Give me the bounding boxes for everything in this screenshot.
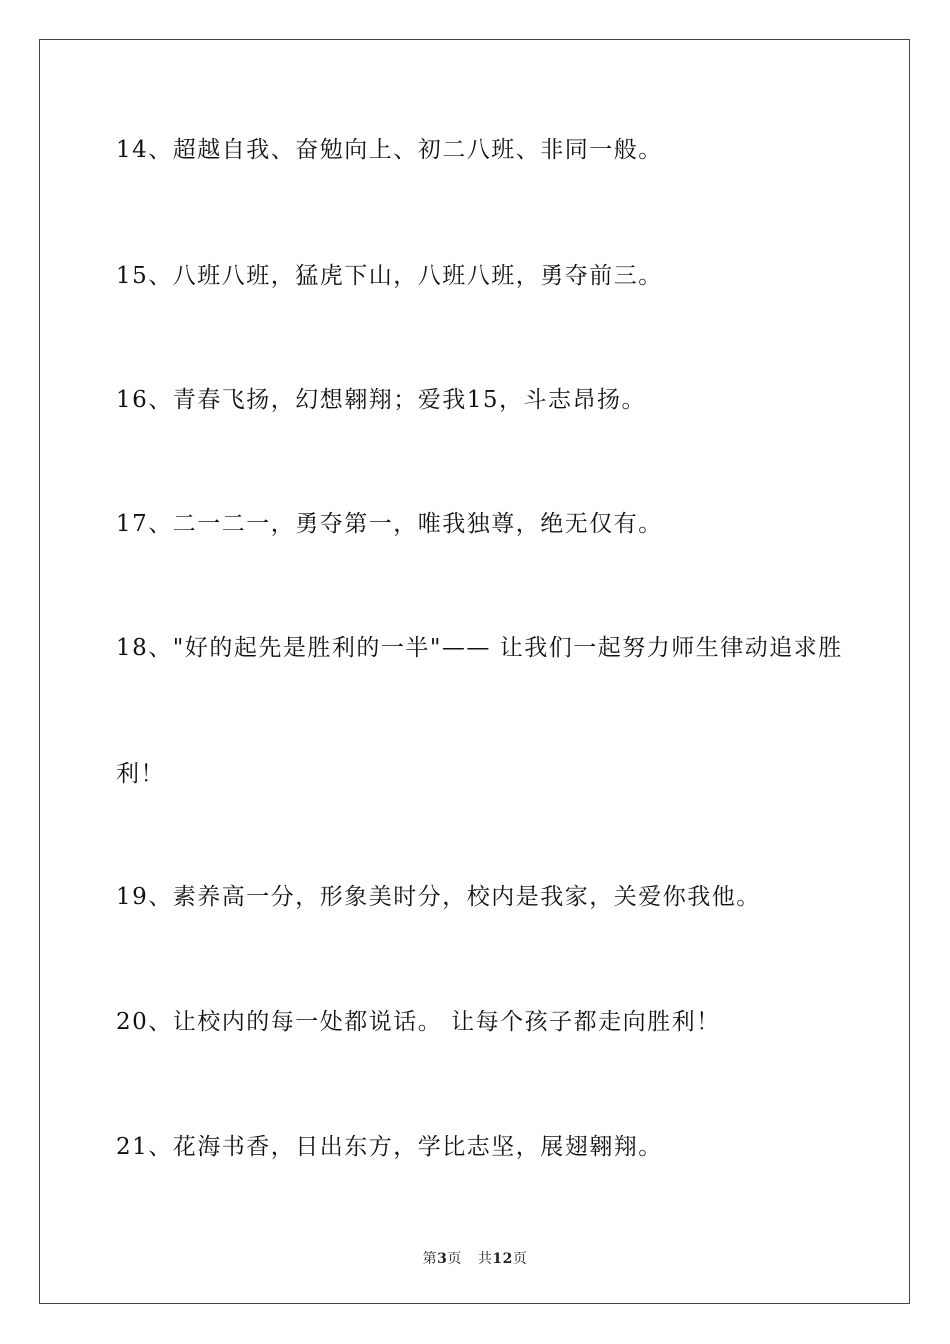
text-line-18: 18、"好的起先是胜利的一半"—— 让我们一起努力师生律动追求胜 — [116, 635, 843, 661]
text-line-15: 15、八班八班，猛虎下山，八班八班，勇夺前三。 — [116, 263, 663, 289]
page-suffix: 页 — [447, 1251, 462, 1267]
text-line-19: 19、素养高一分，形象美时分，校内是我家，关爱你我他。 — [116, 884, 761, 910]
page-border — [39, 39, 910, 1304]
text-line-16: 16、青春飞扬，幻想翱翔；爱我15，斗志昂扬。 — [116, 387, 647, 413]
total-pages: 12 — [492, 1251, 513, 1267]
text-line-21: 21、花海书香，日出东方，学比志坚，展翅翱翔。 — [116, 1134, 663, 1160]
text-line-17: 17、二一二一，勇夺第一，唯我独尊，绝无仅有。 — [116, 511, 663, 537]
total-suffix: 页 — [512, 1251, 528, 1267]
page-footer — [0, 1248, 950, 1268]
page-prefix: 第 — [422, 1251, 438, 1267]
total-prefix: 共 — [477, 1251, 493, 1267]
text-line-14: 14、超越自我、奋勉向上、初二八班、非同一般。 — [116, 137, 663, 163]
text-line-20: 20、让校内的每一处都说话。 让每个孩子都走向胜利！ — [116, 1009, 721, 1035]
page-number: 3 — [437, 1251, 448, 1267]
text-line-18-continued: 利！ — [116, 761, 165, 787]
